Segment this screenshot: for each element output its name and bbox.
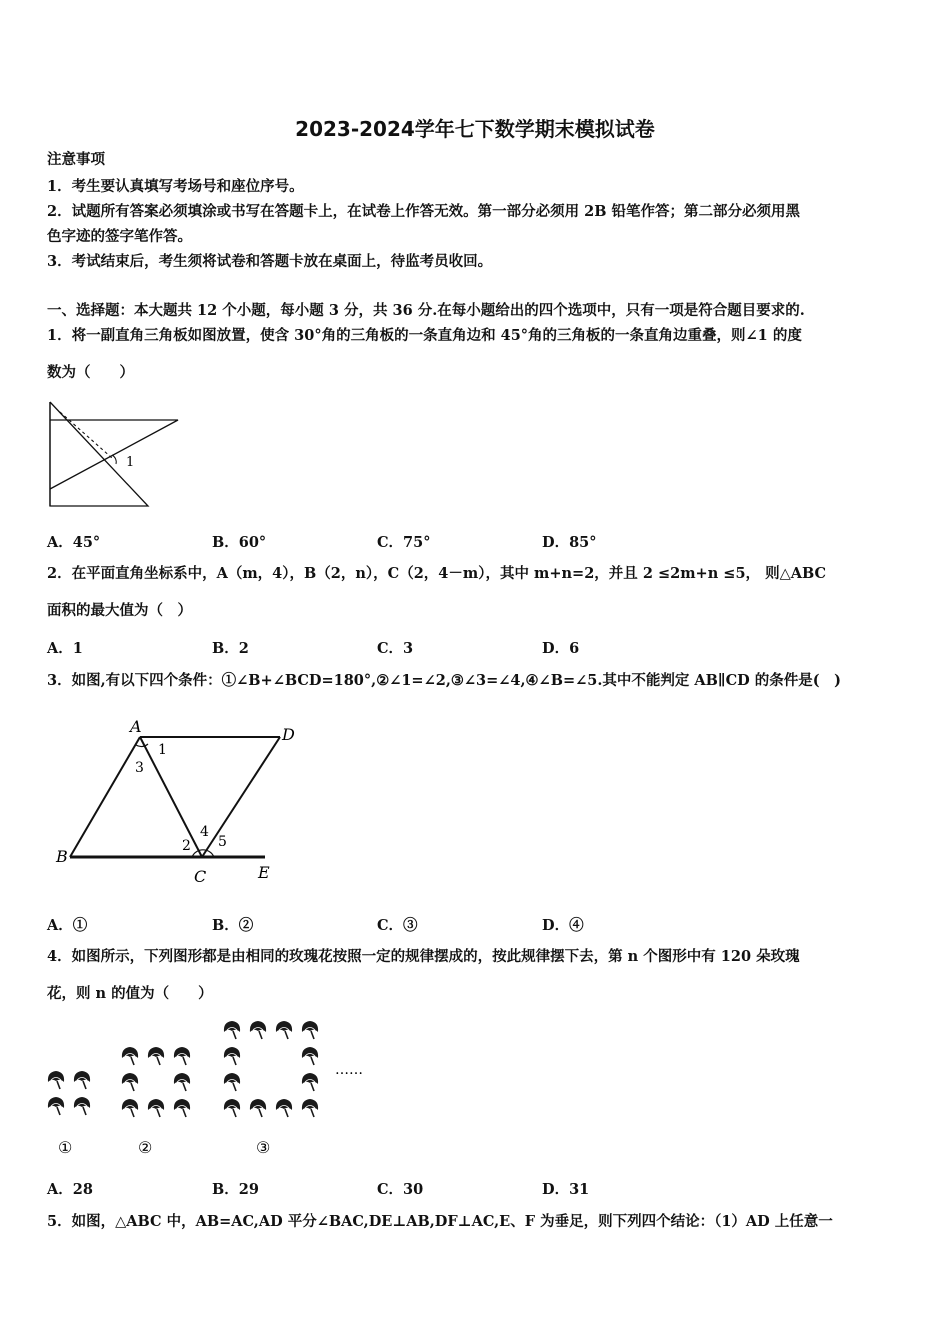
q4-text-line1: 4．如图所示，下列图形都是由相同的玫瑰花按照一定的规律摆成的，按此规律摆下去，第 n 个图形中有 120 朵玫瑰 xyxy=(47,948,800,965)
notes-item-2-cont: 色字迹的签字笔作答。 xyxy=(47,228,192,245)
q3-text-line1: 3．如图,有以下四个条件：①∠B+∠BCD=180°,②∠1=∠2,③∠3=∠4,④∠B=∠5.其中不能判定 AB∥CD 的条件是( ) xyxy=(47,672,841,689)
notes-item-3: 3．考试结束后，考生须将试卷和答题卡放在桌面上，待监考员收回。 xyxy=(47,253,493,270)
q4-pattern-3 xyxy=(224,1021,318,1117)
q3-angle-4: 4 xyxy=(200,824,209,840)
q3-figure xyxy=(50,712,310,892)
q2-option-d: D．6 xyxy=(542,640,580,657)
q3-option-b: B．② xyxy=(212,917,254,934)
notes-item-2: 2．试题所有答案必须填涂或书写在答题卡上，在试卷上作答无效。第一部分必须用 2B 铅笔作答；第二部分必须用黑 xyxy=(47,203,801,220)
q1-option-a: A．45° xyxy=(47,534,101,551)
q4-text-line2: 花，则 n 的值为（ ） xyxy=(47,985,213,1002)
q1-option-b: B．60° xyxy=(212,534,267,551)
q4-ellipsis: …… xyxy=(335,1062,363,1078)
q3-option-d: D．④ xyxy=(542,917,584,934)
q3-label-a: A xyxy=(130,717,142,736)
q4-label-1: ① xyxy=(58,1138,73,1157)
q4-pattern-2 xyxy=(122,1047,190,1117)
q1-text-line1: 1．将一副直角三角板如图放置，使含 30°角的三角板的一条直角边和 45°角的三角板的一条直角边重叠，则∠1 的度 xyxy=(47,327,802,344)
q4-figure xyxy=(40,1014,390,1164)
q4-option-b: B．29 xyxy=(212,1181,259,1198)
q4-option-a: A．28 xyxy=(47,1181,93,1198)
q3-option-a: A．① xyxy=(47,917,88,934)
q1-angle-arc xyxy=(112,455,116,464)
q1-triangle-45 xyxy=(50,402,148,506)
q1-figure xyxy=(44,398,184,508)
q2-text-line2: 面积的最大值为（ ） xyxy=(47,602,192,619)
q1-option-c: C．75° xyxy=(377,534,431,551)
q3-line-AC xyxy=(140,737,202,857)
q3-angle-5: 5 xyxy=(218,834,227,850)
q1-triangle-30 xyxy=(50,420,178,489)
q2-option-c: C．3 xyxy=(377,640,414,657)
notes-heading: 注意事项 xyxy=(47,151,105,168)
q3-angle-3: 3 xyxy=(135,760,144,776)
q4-option-c: C．30 xyxy=(377,1181,424,1198)
page-title: 2023-2024学年七下数学期末模拟试卷 xyxy=(295,117,655,141)
notes-item-1: 1．考生要认真填写考场号和座位序号。 xyxy=(47,178,304,195)
q3-option-c: C．③ xyxy=(377,917,418,934)
q3-label-d: D xyxy=(282,725,295,744)
q3-line-DC xyxy=(202,737,280,857)
q1-option-d: D．85° xyxy=(542,534,597,551)
q3-label-e: E xyxy=(258,863,270,882)
q3-angle-arc-a xyxy=(136,744,148,747)
q2-option-a: A．1 xyxy=(47,640,83,657)
q3-label-c: C xyxy=(194,867,207,886)
q3-angle-1: 1 xyxy=(158,742,167,758)
q4-option-d: D．31 xyxy=(542,1181,590,1198)
section-heading: 一、选择题：本大题共 12 个小题，每小题 3 分，共 36 分.在每小题给出的四个选项中，只有一项是符合题目要求的. xyxy=(47,302,805,319)
q4-label-2: ② xyxy=(138,1138,153,1157)
q2-text-line1: 2．在平面直角坐标系中，A（m，4），B（2，n），C（2，4－m），其中 m+n=2，并且 2 ≤2m+n ≤5， 则△ABC xyxy=(47,565,827,582)
q1-dashed-line xyxy=(60,412,112,458)
q3-label-b: B xyxy=(56,847,68,866)
q3-line-AB xyxy=(70,737,140,857)
q4-pattern-1 xyxy=(48,1071,90,1115)
q2-option-b: B．2 xyxy=(212,640,249,657)
q4-label-3: ③ xyxy=(256,1138,271,1157)
q5-text-line1: 5．如图，△ABC 中，AB=AC,AD 平分∠BAC,DE⊥AB,DF⊥AC,E、F 为垂足，则下列四个结论：（1）AD 上任意一 xyxy=(47,1213,833,1230)
q1-text-line2: 数为（ ） xyxy=(47,364,134,381)
q3-angle-2: 2 xyxy=(182,838,191,854)
q1-angle-label: 1 xyxy=(126,455,135,470)
